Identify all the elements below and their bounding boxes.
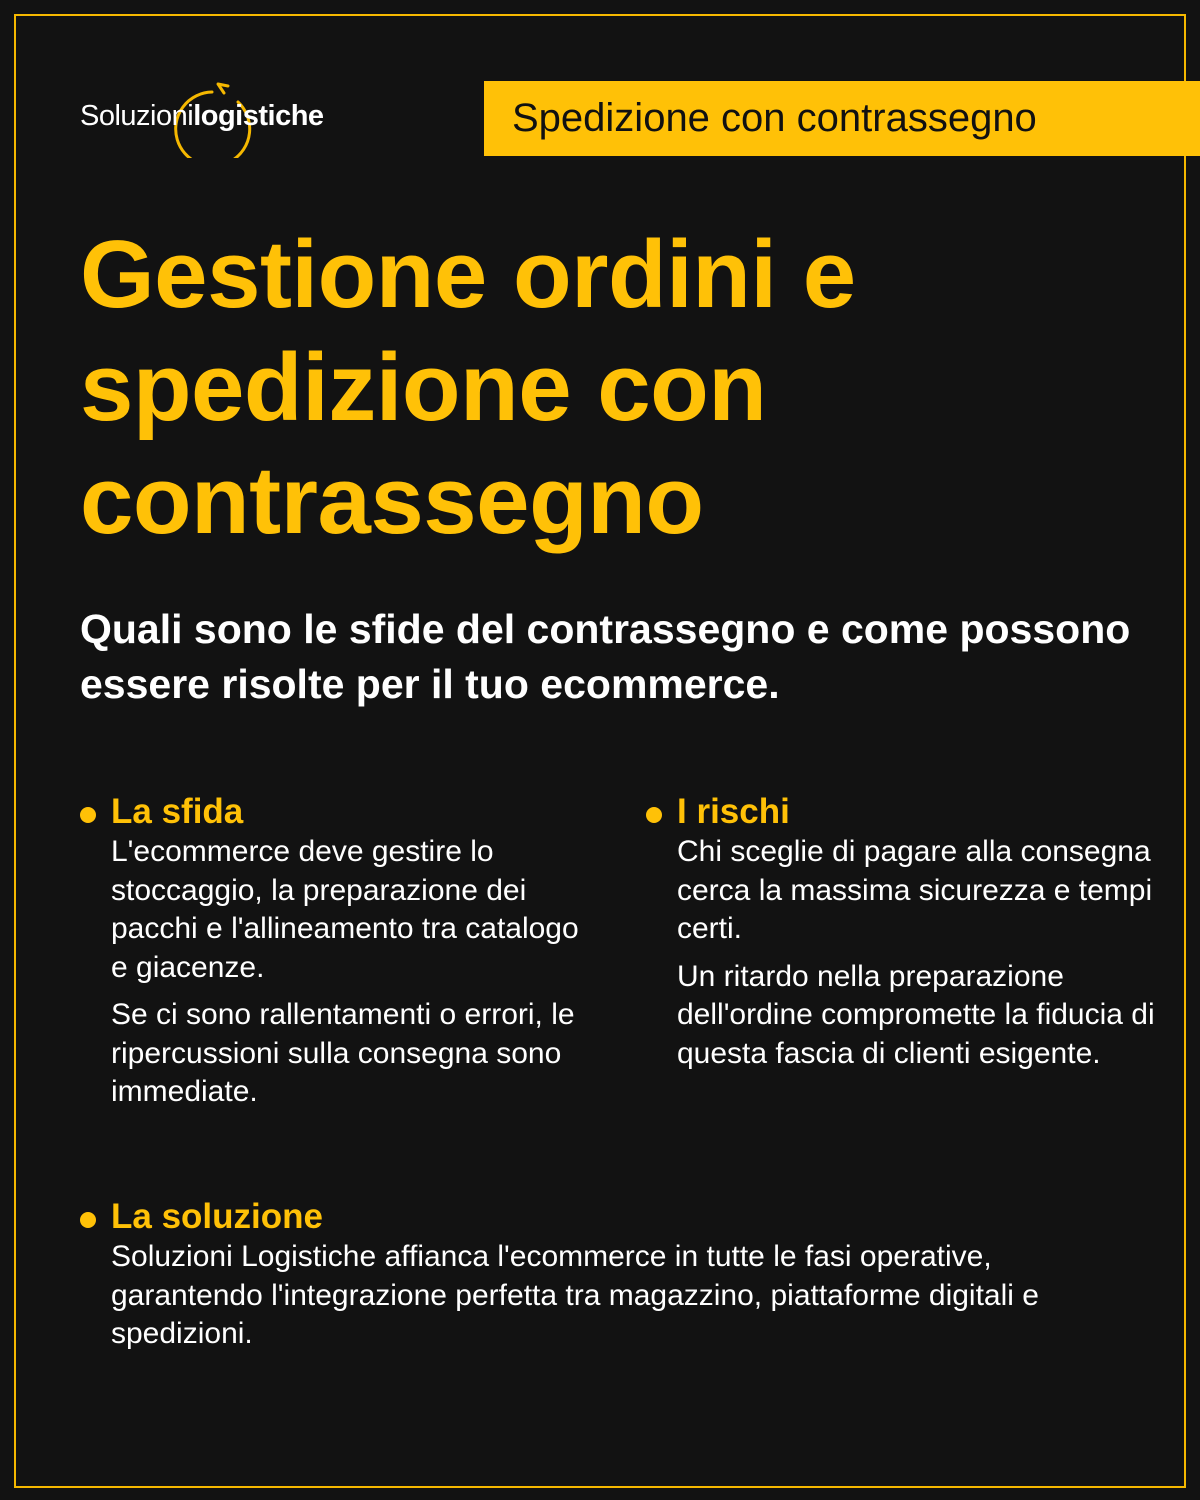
section-paragraph: L'ecommerce deve gestire lo stoccaggio, la preparazione dei pacchi e l'allineamento tra catalogo e giacenze. (111, 835, 579, 984)
brand-logo (78, 78, 338, 158)
page-subtitle: Quali sono le sfide del contrassegno e come possono essere risolte per il tuo ecommerce. (80, 606, 1131, 707)
topic-tag: Spedizione con contrassegno (484, 81, 1200, 156)
logo-wordmark (80, 100, 324, 133)
section-paragraph: Soluzioni Logistiche affianca l'ecommerce in tutte le fasi operative, garantendo l'integrazione perfetta tra magazzino, piattaforme digitali e spedizioni. (111, 1240, 1039, 1350)
section-heading-text: La soluzione (111, 1197, 323, 1236)
section-paragraph: Chi sceglie di pagare alla consegna cerca la massima sicurezza e tempi certi. (677, 835, 1153, 945)
section-heading-text: La sfida (111, 792, 244, 831)
section-la-sfida (80, 791, 600, 1112)
section-heading (80, 1196, 1140, 1238)
section-paragraph: Se ci sono rallentamenti o errori, le ripercussioni sulla consegna sono immediate. (111, 998, 575, 1108)
section-la-soluzione (80, 1196, 1140, 1354)
logo-text-bold: logistiche (193, 100, 324, 132)
bullet-dot-icon (80, 807, 96, 823)
page-title: Gestione ordini e spedizione con contrassegno (80, 221, 856, 554)
section-heading-text: I rischi (677, 792, 790, 831)
bullet-dot-icon (80, 1212, 96, 1228)
section-heading (80, 791, 600, 833)
section-heading (646, 791, 1166, 833)
section-i-rischi (646, 791, 1166, 1073)
bullet-dot-icon (646, 807, 662, 823)
section-paragraph: Un ritardo nella preparazione dell'ordine compromette la fiducia di questa fascia di clienti esigente. (677, 959, 1155, 1070)
logo-text-light: Soluzioni (80, 100, 194, 132)
